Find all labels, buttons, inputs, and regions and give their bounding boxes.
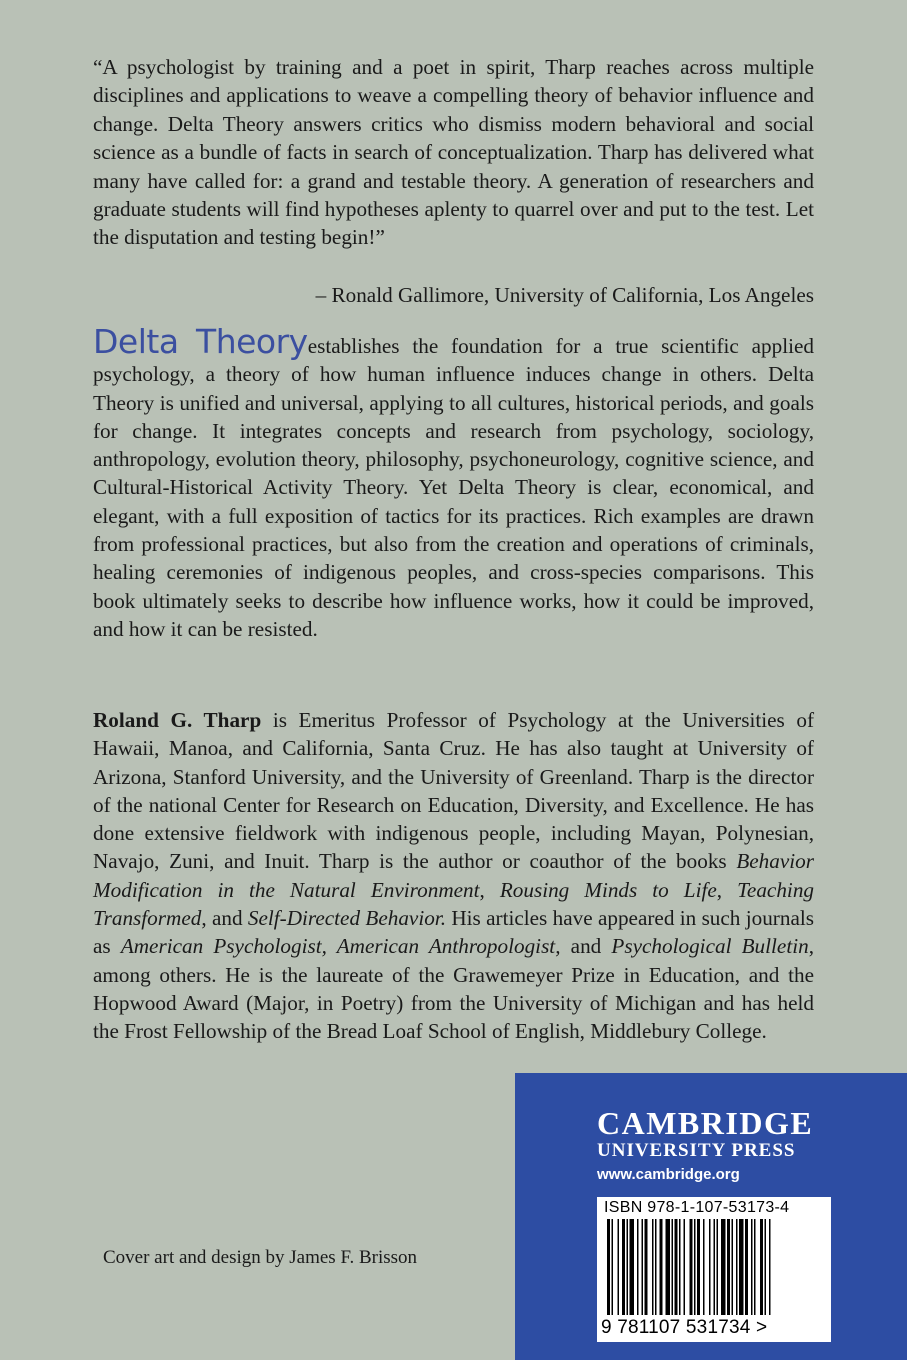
bio-separator: , [716,877,738,902]
description-text: establishes the foundation for a true scientific applied psychology, a theory of how human influence induces change in others. Delta Theory is unified and universal, applying to all cultures, historical periods, and goals for change. It integrates concepts and research from psychology, sociology, anthropology, evolution theory, philosophy, psychoneurology, cognitive science, and Cultural-Historical Activity Theory. Yet Delta Theory is clear, economical, and elegant, with a full exposition of tactics for its practices. Rich examples are drawn from professional practices, but also from the creation and operations of criminals, healing ceremonies of indigenous peoples, and cross-species comparisons. This book ultimately seeks to describe how influence works, how it could be improved, and how it can be resisted. [93,334,814,641]
bio-separator: , and [201,906,248,931]
quote-attribution: – Ronald Gallimore, University of California, Los Angeles [315,283,814,307]
book-title-2: Rousing Minds to Life [499,877,717,902]
bio-separator: and [560,934,612,959]
cover-credit: Cover art and design by James F. Brisson [103,1247,418,1268]
book-title-3: Teaching Transformed [93,877,815,931]
bio-text: , among others. He is the laureate of the Grawemeyer Prize in Education, and the Hopwood Award (Major, in Poetry) from the University of Michigan and has held the Frost Fellowship of the Bread Loaf School of English, Middlebury College. [93,934,814,1044]
book-title: Delta Theory [93,322,308,361]
bio-text: His articles have appeared in such journals as [93,906,814,959]
book-title-4: Self-Directed Behavior. [247,906,447,931]
journal-titles: American Psychologist, American Anthropologist, [120,934,561,959]
publisher-name: CAMBRIDGE [597,1105,814,1141]
journal-title: Psychological Bulletin [611,934,809,959]
author-bio [93,706,814,1046]
bio-text: is Emeritus Professor of Psychology at the Universities of Hawaii, Manoa, and California, Santa Cruz. He has also taught at University of Arizona, Stanford University, and the University of Greenland. Tharp is the director of the national Center for Research on Education, Diversity, and Excellence. He has done extensive fieldwork with indigenous people, including Mayan, Polynesian, Navajo, Zuni, and Inuit. Tharp is the author or coauthor of the books [93,708,814,874]
barcode-digits: 9 781107 531734 > [601,1317,768,1338]
isbn-label: ISBN 978-1-107-53173-4 [604,1199,790,1216]
endorsement-quote: “A psychologist by training and a poet in spirit, Tharp reaches across multiple disciplines and applications to weave a compelling theory of behavior influence and change. Delta Theory answers critics who dismiss modern behavioral and social science as a bundle of facts in search of conceptualization. Tharp has delivered what many have called for: a grand and testable theory. A generation of researchers and graduate students will find hypotheses aplenty to quarrel over and put to the test. Let the disputation and testing begin!” [93,55,814,250]
book-title-1: Behavior Modification in the Natural Environment [93,849,814,902]
barcode-area [597,1197,831,1342]
bio-separator: , [479,877,500,902]
publisher-subtitle: UNIVERSITY PRESS [597,1140,796,1161]
barcode-icon [605,1219,823,1317]
author-name: Roland G. Tharp [93,708,262,732]
publisher-panel [515,1073,907,1360]
publisher-url: www.cambridge.org [597,1166,740,1183]
book-description [93,322,814,643]
